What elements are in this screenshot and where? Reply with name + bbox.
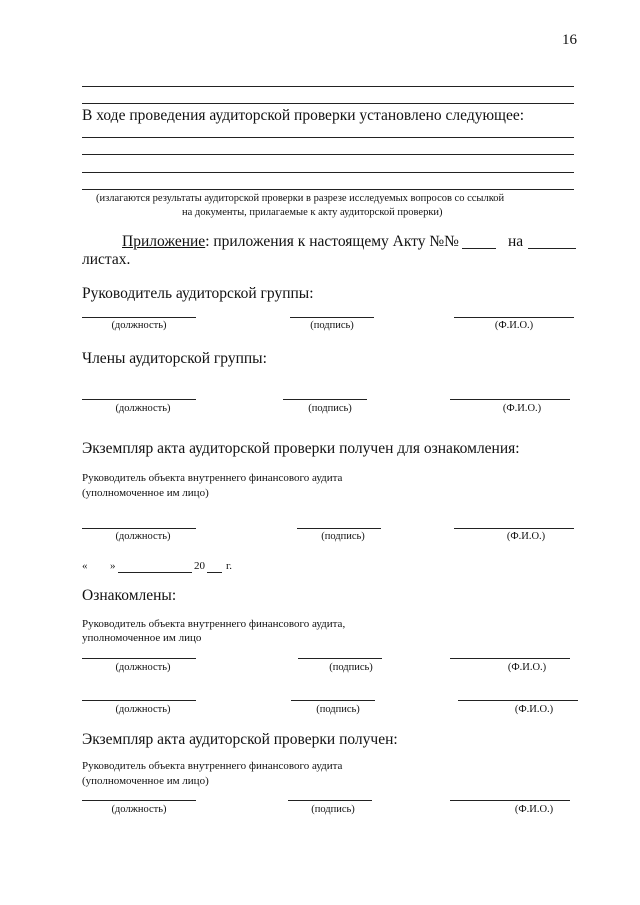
date-close-quote: »	[110, 560, 116, 572]
date-open-quote: «	[82, 560, 88, 572]
caption-name: (Ф.И.О.)	[506, 531, 546, 542]
copy-received-heading: Экземпляр акта аудиторской проверки получен для ознакомления:	[82, 440, 520, 457]
caption-signature: (подпись)	[308, 403, 352, 414]
caption-position: (должность)	[111, 804, 167, 815]
fill-line	[82, 189, 574, 190]
caption-signature: (подпись)	[311, 804, 355, 815]
caption-position: (должность)	[115, 403, 171, 414]
acquainted-heading: Ознакомлены:	[82, 587, 177, 604]
appendix-sheets: листах.	[82, 251, 131, 268]
object-head-1: Руководитель объекта внутреннего финансового аудита	[82, 472, 343, 484]
caption-position: (должность)	[115, 662, 171, 673]
caption-signature: (подпись)	[316, 704, 360, 715]
signature-line	[297, 528, 381, 529]
caption-name: (Ф.И.О.)	[502, 403, 542, 414]
signature-line	[82, 528, 196, 529]
appendix-line	[122, 233, 459, 251]
signature-line	[82, 317, 196, 318]
date-year: 20	[194, 560, 205, 572]
signature-line	[288, 800, 372, 801]
signature-line	[454, 317, 574, 318]
signature-line	[82, 399, 196, 400]
signature-line	[82, 700, 196, 701]
results-note-line2: на документы, прилагаемые к акту аудиторской проверки)	[182, 207, 443, 218]
caption-signature: (подпись)	[329, 662, 373, 673]
caption-position: (должность)	[115, 531, 171, 542]
results-note-line1: (излагаются результаты аудиторской проверки в разрезе исследуемых вопросов со ссылкой	[96, 193, 505, 204]
appendix-label: Приложение	[122, 233, 206, 250]
caption-signature: (подпись)	[310, 320, 354, 331]
caption-name: (Ф.И.О.)	[514, 704, 554, 715]
leader-heading: Руководитель аудиторской группы:	[82, 285, 314, 302]
object-head-3b: (уполномоченное им лицо)	[82, 775, 209, 787]
signature-line	[458, 700, 578, 701]
signature-line	[298, 658, 382, 659]
caption-signature: (подпись)	[321, 531, 365, 542]
caption-name: (Ф.И.О.)	[514, 804, 554, 815]
object-head-3: Руководитель объекта внутреннего финансового аудита	[82, 760, 343, 772]
intro-text: В ходе проведения аудиторской проверки установлено следующее:	[82, 107, 525, 124]
fill-line	[82, 172, 574, 173]
signature-line	[82, 800, 196, 801]
page-number: 16	[562, 32, 577, 48]
fill-line	[528, 248, 576, 249]
fill-line	[82, 103, 574, 104]
fill-line	[82, 154, 574, 155]
copy-received-final-heading: Экземпляр акта аудиторской проверки получен:	[82, 731, 398, 748]
signature-line	[450, 658, 570, 659]
signature-line	[454, 528, 574, 529]
signature-line	[82, 658, 196, 659]
date-fill-line	[118, 572, 192, 573]
object-head-2b: уполномоченное им лицо	[82, 632, 202, 644]
signature-line	[291, 700, 375, 701]
signature-line	[283, 399, 367, 400]
appendix-text: : приложения к настоящему Акту №№	[205, 233, 459, 250]
members-heading: Члены аудиторской группы:	[82, 350, 267, 367]
caption-position: (должность)	[111, 320, 167, 331]
date-fill-line	[207, 572, 222, 573]
date-suffix: г.	[226, 560, 233, 572]
caption-position: (должность)	[115, 704, 171, 715]
appendix-on: на	[508, 233, 524, 250]
signature-line	[450, 800, 570, 801]
caption-name: (Ф.И.О.)	[507, 662, 547, 673]
object-head-2: Руководитель объекта внутреннего финансового аудита,	[82, 618, 346, 630]
signature-line	[290, 317, 374, 318]
fill-line	[82, 137, 574, 138]
signature-line	[450, 399, 570, 400]
fill-line	[82, 86, 574, 87]
caption-name: (Ф.И.О.)	[494, 320, 534, 331]
object-head-1b: (уполномоченное им лицо)	[82, 487, 209, 499]
fill-line	[462, 248, 496, 249]
